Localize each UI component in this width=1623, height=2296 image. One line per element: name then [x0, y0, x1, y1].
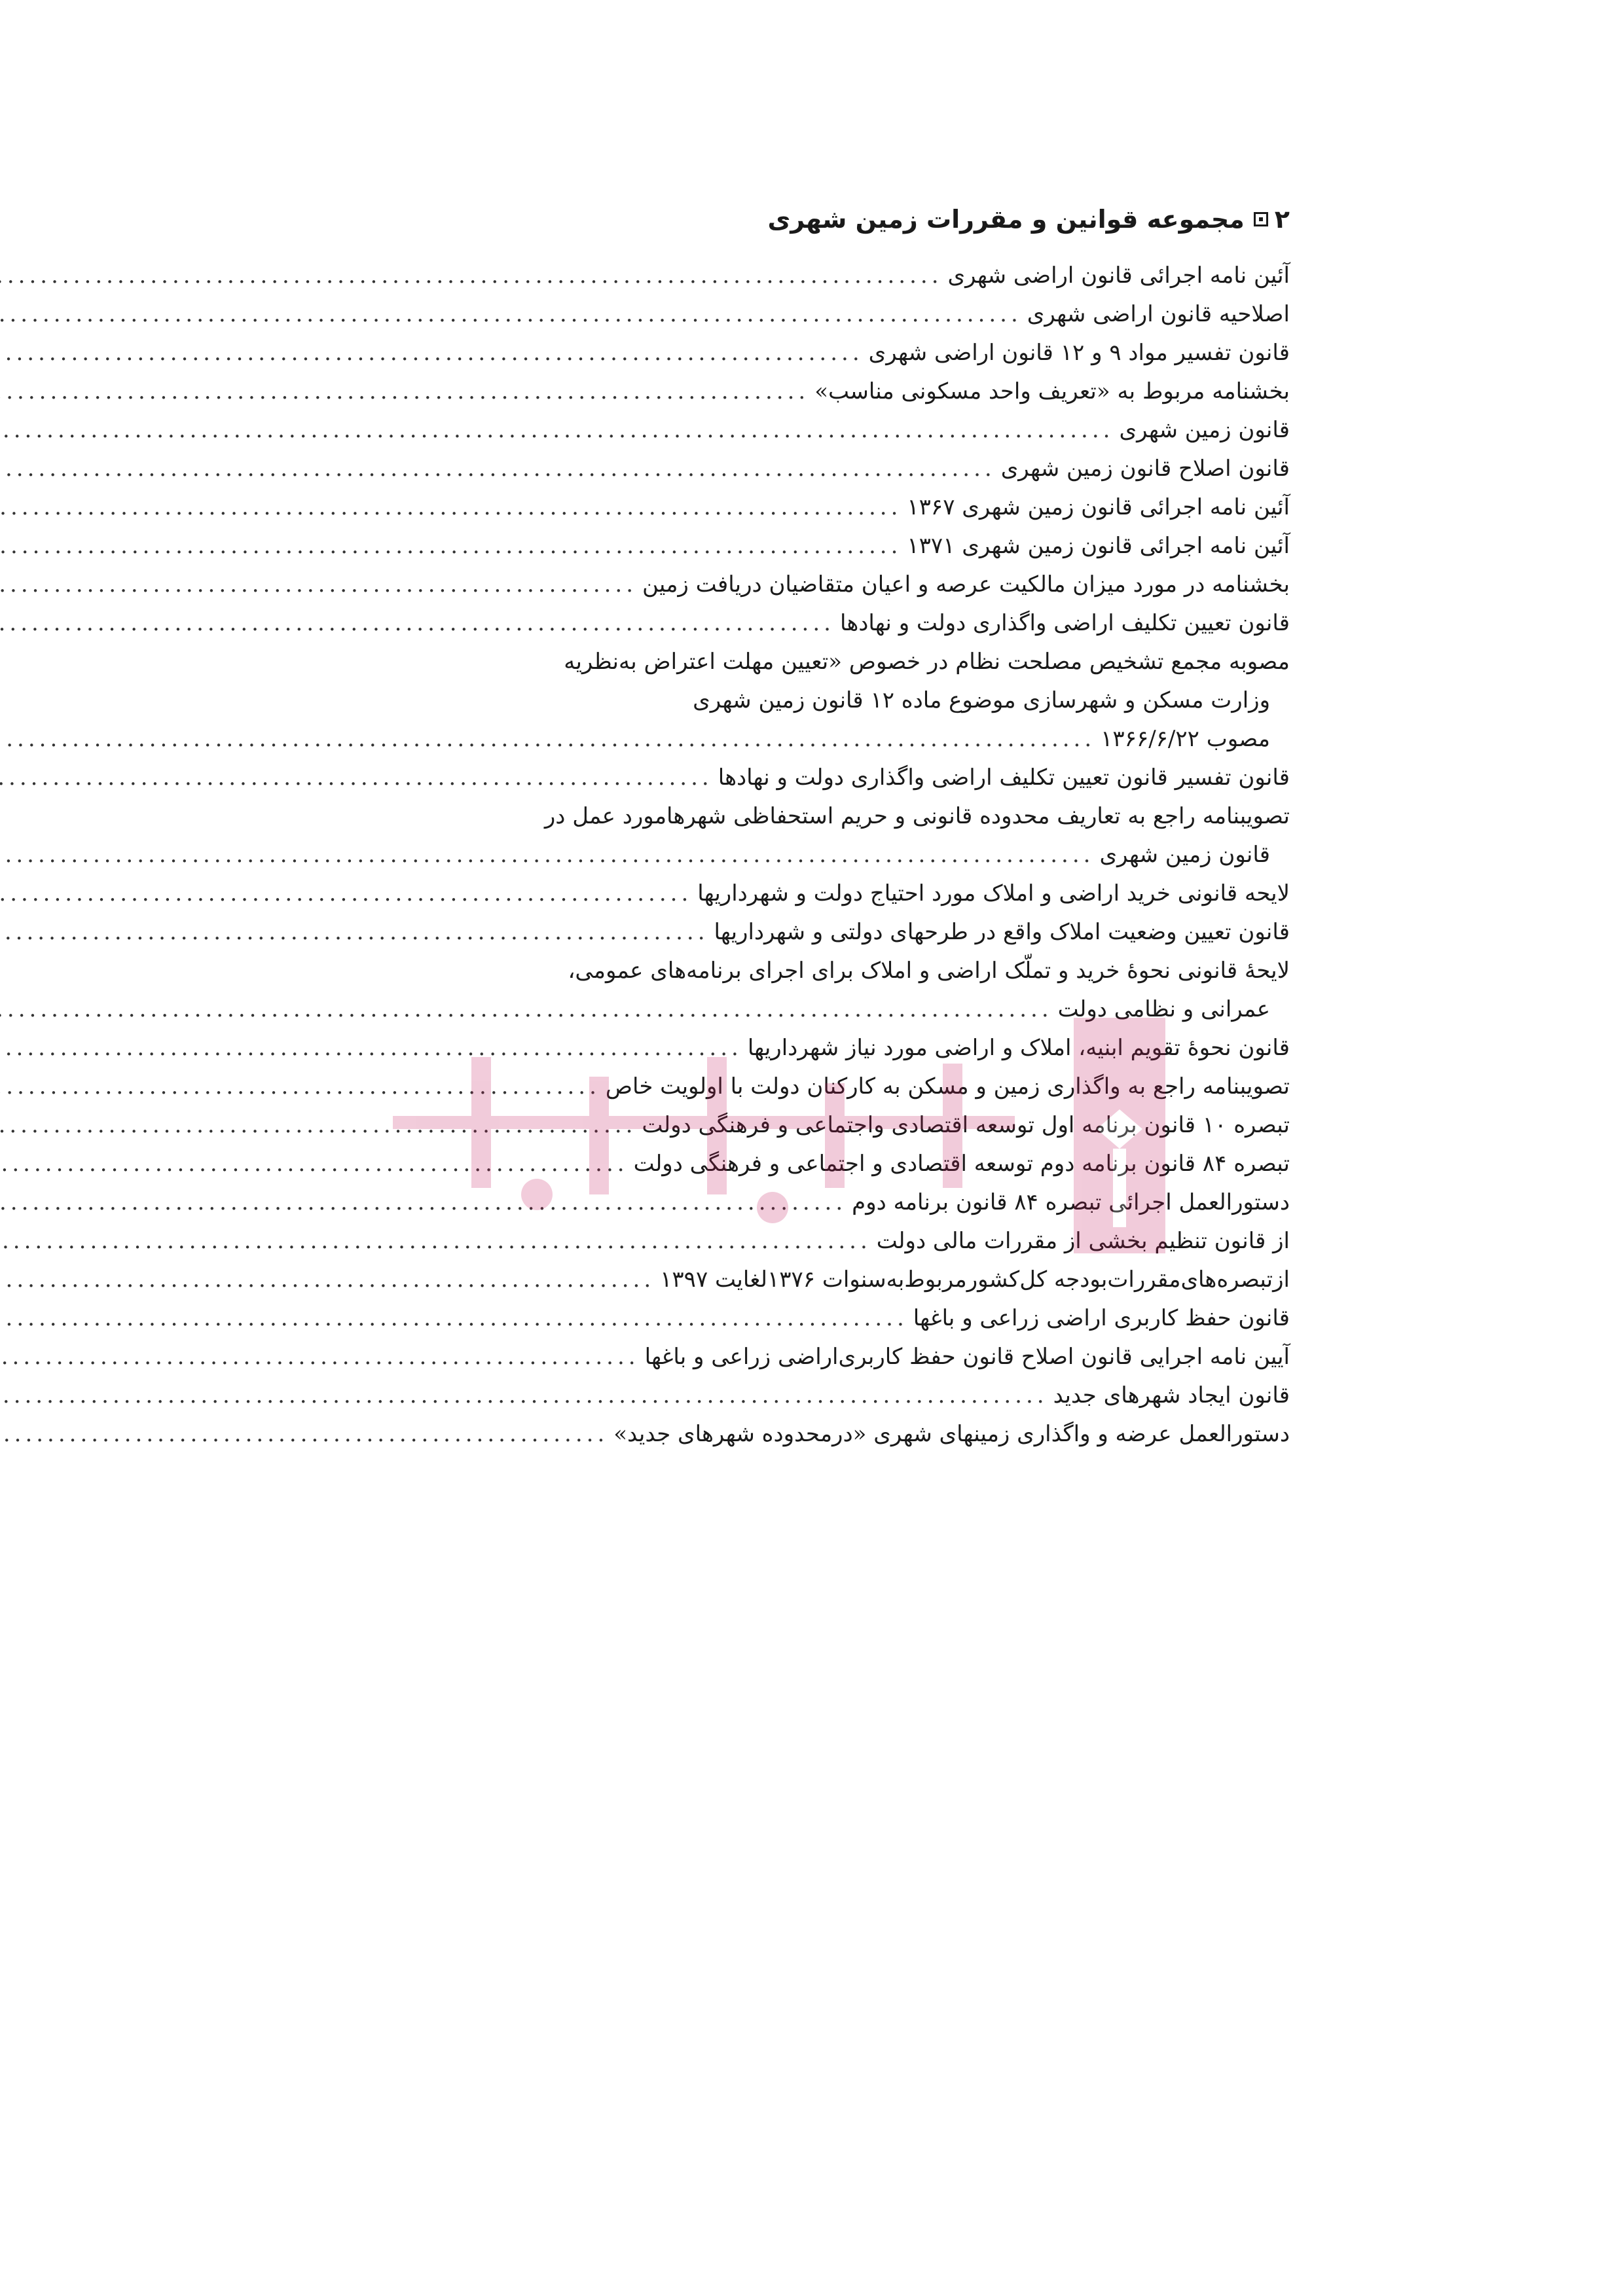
toc-entry-title: قانون زمین شهری	[1099, 842, 1270, 868]
toc-entry	[354, 720, 1290, 759]
toc-entry	[354, 952, 1290, 990]
toc-entry-title: مصوب ۱۳۶۶/۶/۲۲	[1101, 726, 1270, 752]
dot-leader	[0, 1415, 608, 1454]
toc-entry-title: تبصره ۱۰ قانون برنامه اول توسعه اقتصادی واجتماعی و فرهنگی دولت	[642, 1112, 1290, 1138]
toc-entry	[354, 295, 1290, 334]
dot-leader	[0, 295, 1022, 334]
toc-entry-title: ازتبصره‌های‌مقررات‌بودجه کل‌کشورمربوط‌به‌سنوات ۱۳۷۶لغایت ۱۳۹۷	[660, 1266, 1290, 1293]
toc-entry	[354, 411, 1290, 450]
dot-leader	[0, 990, 1053, 1029]
toc-entry-title: عمرانی و نظامی دولت	[1057, 996, 1270, 1022]
toc-entry	[354, 257, 1290, 295]
toc-entry	[354, 836, 1290, 874]
dot-leader	[0, 1029, 742, 1067]
toc-entry	[354, 1145, 1290, 1183]
toc-entry	[354, 1106, 1290, 1145]
dot-leader	[0, 1106, 636, 1145]
dot-leader	[0, 527, 902, 565]
dot-leader	[0, 836, 1094, 874]
dot-leader	[0, 720, 1095, 759]
toc-entry-title: اصلاحیه قانون اراضی شهری	[1027, 301, 1290, 327]
dot-leader	[0, 1338, 640, 1376]
toc-entry	[354, 1067, 1290, 1106]
toc-entry	[354, 1261, 1290, 1299]
toc-entry-title: وزارت مسکن و شهرسازی موضوع ماده ۱۲ قانون زمین شهری	[693, 687, 1270, 713]
toc-entry	[354, 1415, 1290, 1454]
toc-entry-title: آئین نامه اجرائی قانون اراضی شهری	[947, 262, 1290, 289]
dot-leader	[0, 411, 1114, 450]
toc-entry-title: تصویبنامه راجع به تعاریف محدوده قانونی و حریم استحفاظی شهرهامورد عمل در	[544, 803, 1290, 829]
toc-entry-title: قانون تفسیر قانون تعیین تکلیف اراضی واگذاری دولت و نهادها	[718, 764, 1290, 791]
toc-entry	[354, 643, 1290, 681]
toc-entry	[354, 1222, 1290, 1261]
toc-entry-title: قانون ایجاد شهرهای جدید	[1053, 1382, 1290, 1408]
toc-entry-title: قانون زمین شهری	[1119, 417, 1290, 443]
toc-entry-title: دستورالعمل اجرائی تبصره ۸۴ قانون برنامه دوم	[852, 1189, 1290, 1215]
toc-entry-title: دستورالعمل عرضه و واگذاری زمینهای شهری «درمحدوده شهرهای جدید»	[613, 1421, 1290, 1447]
toc-entry	[354, 913, 1290, 952]
toc-entry-title: تبصره ۸۴ قانون برنامه دوم توسعه اقتصادی و اجتماعی و فرهنگی دولت	[633, 1151, 1290, 1177]
dot-leader	[0, 1067, 600, 1106]
toc-entry	[354, 1183, 1290, 1222]
toc-entry-title: لایحهٔ قانونی نحوهٔ خرید و تملّک اراضی و املاک برای اجرای برنامه‌های عمومی،	[568, 958, 1290, 984]
square-bullet-icon	[1254, 212, 1268, 226]
toc-entry	[354, 450, 1290, 488]
toc-entry-title: آئین نامه اجرائی قانون زمین شهری ۱۳۶۷	[907, 494, 1290, 520]
dot-leader	[0, 257, 943, 295]
dot-leader	[0, 913, 709, 952]
toc-entry-title: قانون اصلاح قانون زمین شهری	[1000, 456, 1290, 482]
toc-entry-title: بخشنامه در مورد میزان مالکیت عرصه و اعیان متقاضیان دریافت زمین	[642, 571, 1290, 598]
toc-entry	[354, 681, 1290, 720]
toc-entry	[354, 797, 1290, 836]
toc-entry-title: لایحه قانونی خرید اراضی و املاک مورد احتیاج دولت و شهرداریها	[697, 880, 1290, 906]
dot-leader	[0, 450, 996, 488]
toc-entry	[354, 334, 1290, 372]
toc-entry-title: قانون تعیین تکلیف اراضی واگذاری دولت و نهادها	[839, 610, 1290, 636]
toc-entry-title: قانون نحوهٔ تقویم ابنیه، املاک و اراضی مورد نیاز شهرداریها	[747, 1035, 1290, 1061]
toc-entry-title: قانون حفظ کاربری اراضی زراعی و باغها	[913, 1305, 1290, 1331]
toc-entry	[354, 1299, 1290, 1338]
toc-entry	[354, 1376, 1290, 1415]
toc-entry-title: آیین نامه اجرایی قانون اصلاح قانون حفظ کاربری‌اراضی زراعی و باغها	[644, 1344, 1290, 1370]
toc-entry	[354, 604, 1290, 643]
table-of-contents	[354, 257, 1290, 1454]
dot-leader	[0, 372, 809, 411]
toc-entry-title: بخشنامه مربوط به «تعریف واحد مسکونی مناسب»	[814, 378, 1290, 404]
dot-leader	[0, 759, 713, 797]
dot-leader	[0, 1222, 871, 1261]
toc-entry	[354, 874, 1290, 913]
running-header	[354, 196, 1290, 242]
toc-entry-title: از قانون تنظیم بخشی از مقررات مالی دولت	[876, 1228, 1290, 1254]
toc-entry-title: مصوبه مجمع تشخیص مصلحت نظام در خصوص «تعیین مهلت اعتراض به‌نظریه	[564, 649, 1290, 675]
dot-leader	[0, 1183, 847, 1222]
toc-entry	[354, 1338, 1290, 1376]
toc-entry-title: تصویبنامه راجع به واگذاری زمین و مسکن به کارکنان دولت با اولویت خاص	[605, 1073, 1290, 1100]
document-page	[354, 196, 1290, 1454]
dot-leader	[0, 334, 864, 372]
toc-entry	[354, 759, 1290, 797]
dot-leader	[0, 488, 902, 527]
toc-entry-title: آئین نامه اجرائی قانون زمین شهری ۱۳۷۱	[907, 533, 1290, 559]
dot-leader	[0, 565, 637, 604]
header-page-number: ۲	[1274, 205, 1290, 234]
toc-entry	[354, 372, 1290, 411]
toc-entry	[354, 1029, 1290, 1067]
toc-entry-title: قانون تعیین وضعیت املاک واقع در طرحهای دولتی و شهرداریها	[714, 919, 1290, 945]
toc-entry-title: قانون تفسیر مواد ۹ و ۱۲ قانون اراضی شهری	[868, 340, 1290, 366]
dot-leader	[0, 874, 692, 913]
toc-entry	[354, 488, 1290, 527]
header-title: مجموعه قوانین و مقررات زمین شهری	[767, 205, 1245, 234]
dot-leader	[0, 1261, 655, 1299]
dot-leader	[0, 604, 835, 643]
dot-leader	[0, 1299, 908, 1338]
dot-leader	[0, 1145, 629, 1183]
toc-entry	[354, 565, 1290, 604]
dot-leader	[0, 1376, 1048, 1415]
toc-entry	[354, 990, 1290, 1029]
toc-entry	[354, 527, 1290, 565]
